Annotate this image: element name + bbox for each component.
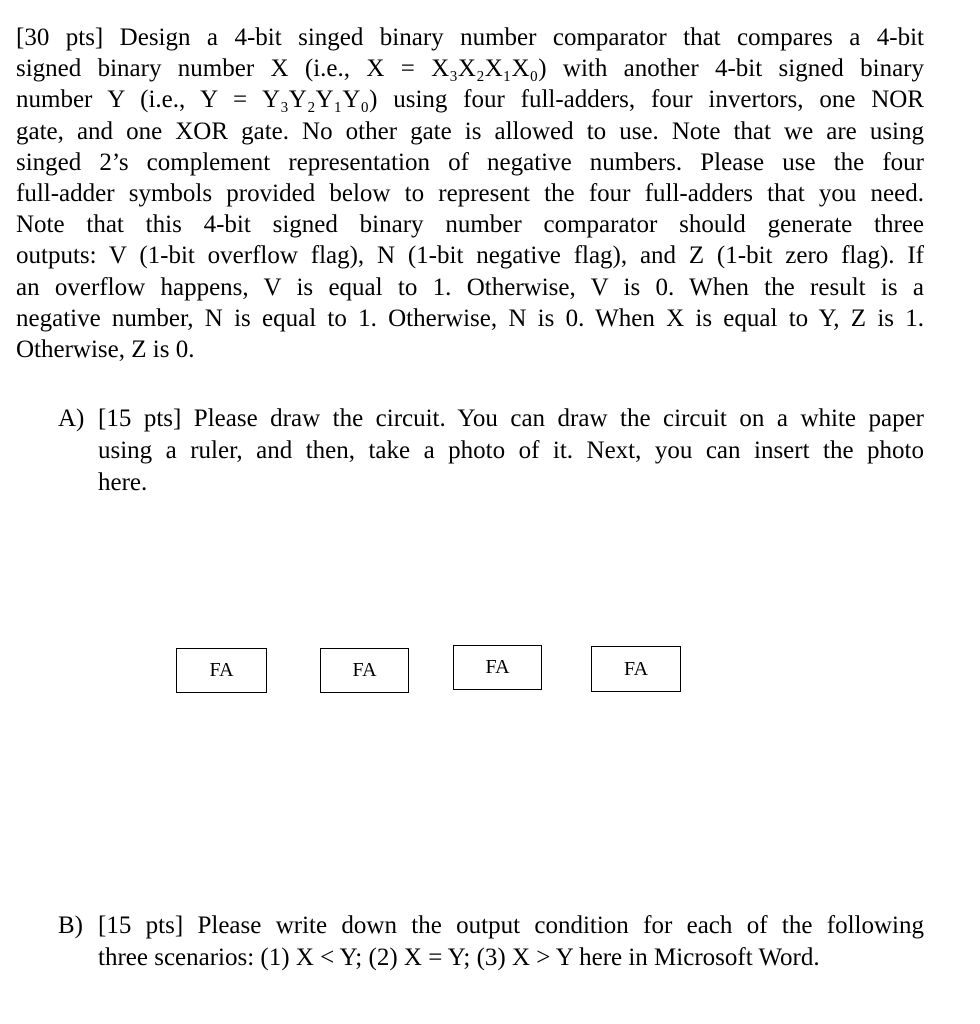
part-b-marker: B) [58,912,83,939]
full-adder-box-3: FA [453,645,542,690]
intro-line: negative number, N is equal to 1. Otherwise, N is 0. When X is equal to Y, Z is 1. [16,304,924,332]
intro-line: gate, and one XOR gate. No other gate is allowed to use. Note that we are using [16,117,924,145]
part-a-line: here. [98,469,148,496]
intro-line: signed binary number X (i.e., X = X₃X₂X₁X₀) with another 4-bit signed binary [16,55,924,83]
intro-line: Note that this 4-bit signed binary number comparator should generate three [16,211,924,239]
part-a [58,403,924,499]
full-adder-box-4: FA [591,646,681,692]
intro-line: number Y (i.e., Y = Y₃Y₂Y₁Y₀) using four full-adders, four invertors, one NOR [16,86,924,114]
full-adder-box-1: FA [176,648,267,693]
part-a-line: using a ruler, and then, take a photo of it. Next, you can insert the photo [98,437,924,464]
part-b-text [98,910,924,974]
part-b [58,910,924,974]
part-a-marker: A) [58,405,85,432]
intro-line: full-adder symbols provided below to represent the four full-adders that you need. [16,180,924,208]
intro-line: singed 2’s complement representation of negative numbers. Please use the four [16,148,924,176]
part-a-text [98,403,924,499]
part-b-line: three scenarios: (1) X < Y; (2) X = Y; (3) X > Y here in Microsoft Word. [98,944,820,971]
question-intro [16,22,924,365]
intro-line: Otherwise, Z is 0. [16,336,195,364]
intro-line: an overflow happens, V is equal to 1. Otherwise, V is 0. When the result is a [16,273,924,301]
intro-line: outputs: V (1-bit overflow flag), N (1-bit negative flag), and Z (1-bit zero flag). If [16,242,924,270]
part-b-line: [15 pts] Please write down the output condition for each of the following [98,912,924,939]
intro-line: [30 pts] Design a 4-bit singed binary number comparator that compares a 4-bit [16,24,924,51]
full-adder-box-2: FA [320,648,409,693]
part-a-line: [15 pts] Please draw the circuit. You can draw the circuit on a white paper [98,405,924,432]
